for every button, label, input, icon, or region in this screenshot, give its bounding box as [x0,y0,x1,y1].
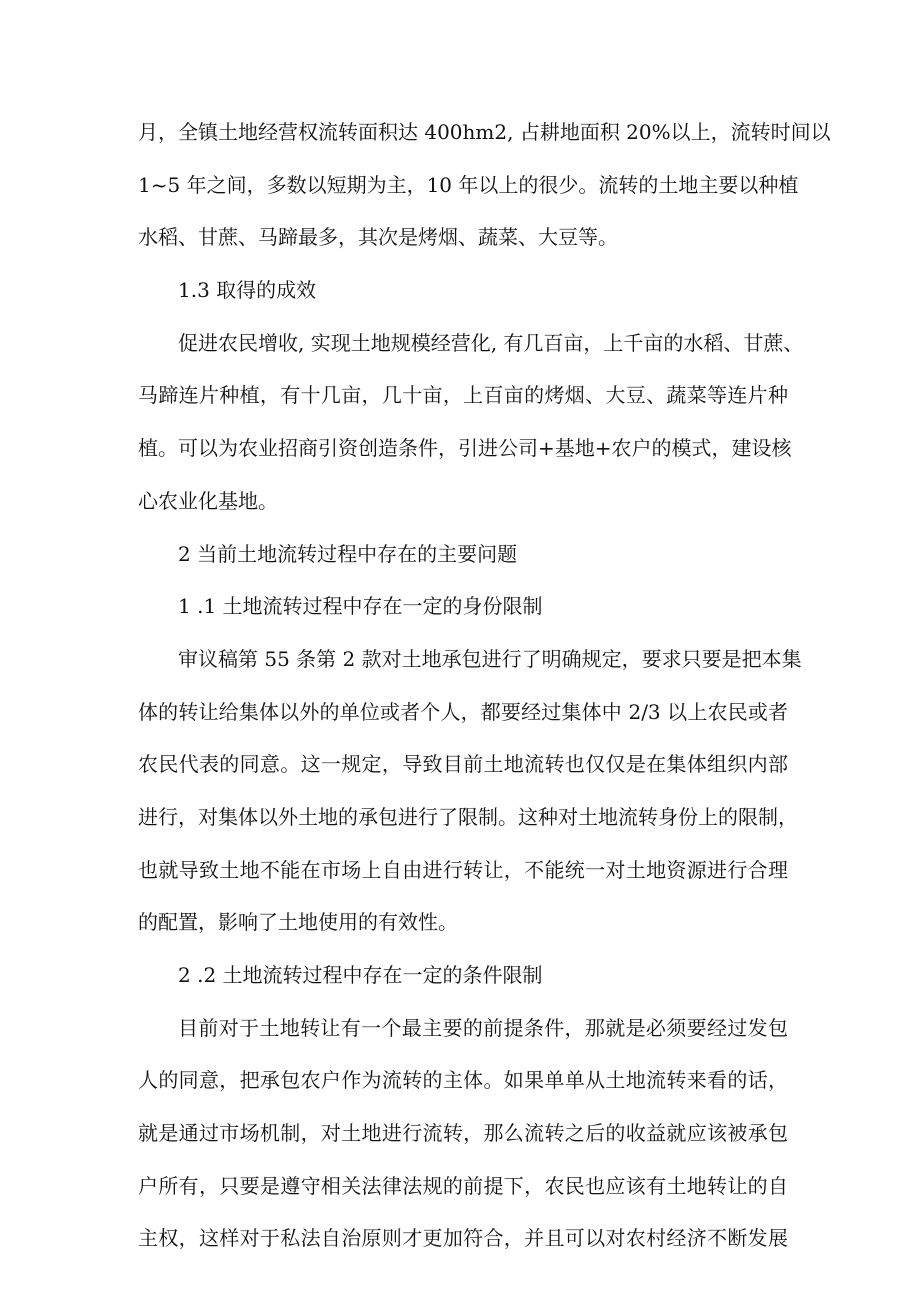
paragraph-line: 进行，对集体以外土地的承包进行了限制。这种对土地流转身份上的限制， [138,804,798,829]
paragraph-line: 目前对于土地转让有一个最主要的前提条件，那就是必须要经过发包 [178,1015,788,1040]
paragraph-line: 户所有，只要是遵守相关法律法规的前提下，农民也应该有土地转让的自 [138,1173,788,1198]
paragraph-line: 人的同意，把承包农户作为流转的主体。如果单单从土地流转来看的话， [138,1068,788,1093]
paragraph-line: 月，全镇土地经营权流转面积达 400hm2, 占耕地面积 20%以上，流转时间以 [138,120,831,144]
document-body [138,106,831,1265]
paragraph-line: 体的转让给集体以外的单位或者个人，都要经过集体中 2/3 以上农民或者 [138,699,788,724]
section-heading: 2 当前土地流转过程中存在的主要问题 [178,541,518,566]
paragraph-line: 主权，这样对于私法自治原则才更加符合，并且可以对农村经济不断发展 [138,1226,788,1251]
section-heading: 2 .2 土地流转过程中存在一定的条件限制 [178,963,543,987]
paragraph-line: 植。可以为农业招商引资创造条件，引进公司+基地+农户的模式，建设核 [138,436,792,461]
section-heading: 1 .1 土地流转过程中存在一定的身份限制 [178,594,543,619]
paragraph-line: 审议稿第 55 条第 2 款对土地承包进行了明确规定，要求只要是把本集 [178,646,802,671]
paragraph-line: 心农业化基地。 [138,488,278,513]
paragraph-line: 水稻、甘蔗、马蹄最多，其次是烤烟、蔬菜、大豆等。 [138,225,618,250]
paragraph-line: 农民代表的同意。这一规定，导致目前土地流转也仅仅是在集体组织内部 [138,752,788,777]
paragraph-line: 促进农民增收, 实现土地规模经营化, 有几百亩，上千亩的水稻、甘蔗、 [178,330,804,355]
paragraph-line: 1~5 年之间，多数以短期为主，10 年以上的很少。流转的土地主要以种植 [138,172,799,197]
paragraph-line: 马蹄连片种植，有十几亩，几十亩，上百亩的烤烟、大豆、蔬菜等连片种 [138,383,788,408]
section-heading: 1.3 取得的成效 [178,278,317,303]
paragraph-line: 就是通过市场机制，对土地进行流转，那么流转之后的收益就应该被承包 [138,1121,788,1146]
paragraph-line: 也就导致土地不能在市场上自由进行转让，不能统一对土地资源进行合理 [138,857,788,882]
paragraph-line: 的配置，影响了土地使用的有效性。 [138,910,458,935]
